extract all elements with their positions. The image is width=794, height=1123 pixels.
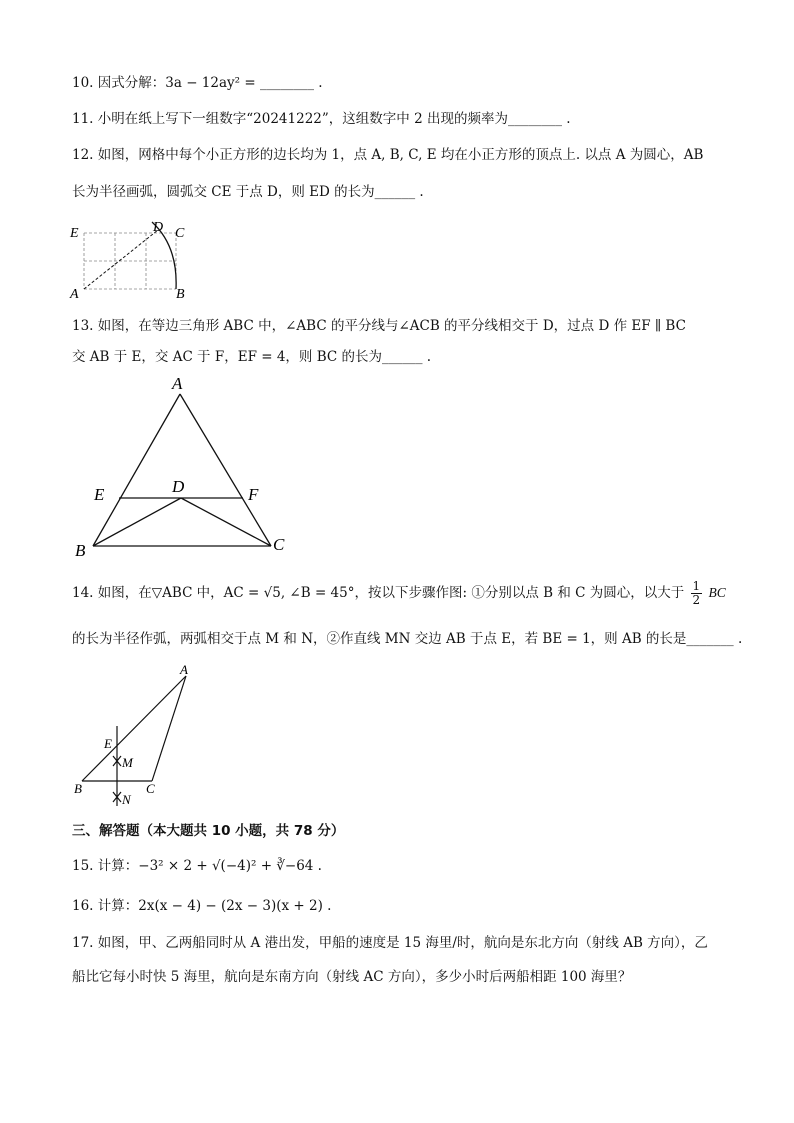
label-M: M — [122, 755, 133, 770]
label-A: A — [172, 374, 183, 393]
label-E: E — [104, 736, 112, 751]
radius-AD — [84, 230, 158, 289]
question-14-line1 — [72, 580, 726, 607]
question-14-line2: 的长为半径作弧，两弧相交于点 M 和 N，②作直线 MN 交边 AB 于点 E，若 BE = 1，则 AB 的长是_______ . — [72, 631, 743, 647]
question-11: 11. 小明在纸上写下一组数字“20241222”，这组数字中 2 出现的频率为________ . — [72, 111, 571, 127]
label-N: N — [122, 792, 131, 807]
fraction-denominator: 2 — [692, 593, 701, 607]
question-13-line1: 13. 如图，在等边三角形 ABC 中，∠ABC 的平分线与∠ACB 的平分线相交于 D，过点 D 作 EF ∥ BC — [72, 318, 686, 334]
question-14-text: 14. 如图，在▽ABC 中，AC = √5, ∠B = 45°，按以下步骤作图: ①分别以点 B 和 C 为圆心，以大于 — [72, 585, 685, 601]
fraction-numerator: 1 — [692, 579, 701, 593]
question-13-line2: 交 AB 于 E，交 AC 于 F，EF = 4，则 BC 的长为______ . — [72, 349, 432, 365]
question-17-line1: 17. 如图，甲、乙两船同时从 A 港出发，甲船的速度是 15 海里/时，航向是东北方向（射线 AB 方向），乙 — [72, 935, 708, 951]
label-E: E — [70, 226, 79, 241]
question-12-line2: 长为半径画弧，圆弧交 CE 于点 D，则 ED 的长为______ . — [72, 184, 424, 200]
label-B: B — [176, 287, 185, 302]
question-14-figure — [70, 660, 200, 810]
label-C: C — [146, 781, 155, 796]
label-B: B — [75, 541, 86, 560]
label-C: C — [175, 226, 185, 241]
fraction-one-half — [691, 580, 703, 607]
question-12-line1: 12. 如图，网格中每个小正方形的边长均为 1，点 A, B, C, E 均在小正方形的顶点上. 以点 A 为圆心，AB — [72, 147, 704, 163]
label-B: B — [74, 781, 82, 796]
question-13-figure — [70, 372, 300, 562]
label-E: E — [94, 485, 105, 504]
label-D: D — [153, 220, 164, 235]
section-3-title: 三、解答题（本大题共 10 小题，共 78 分） — [72, 823, 345, 839]
question-15: 15. 计算：−3² × 2 + √(−4)² + ∛−64 . — [72, 858, 322, 874]
label-D: D — [172, 477, 185, 496]
label-A: A — [180, 662, 188, 677]
label-F: F — [248, 485, 259, 504]
question-12-figure — [66, 216, 196, 302]
question-16: 16. 计算：2x(x − 4) − (2x − 3)(x + 2) . — [72, 898, 332, 914]
question-10: 10. 因式分解：3a − 12ay² = ________ . — [72, 75, 323, 91]
question-17-line2: 船比它每小时快 5 海里，航向是东南方向（射线 AC 方向），多少小时后两船相距 100 海里？ — [72, 969, 632, 985]
question-14-bc: BC — [708, 585, 726, 600]
label-C: C — [273, 535, 285, 554]
label-A: A — [70, 287, 79, 302]
